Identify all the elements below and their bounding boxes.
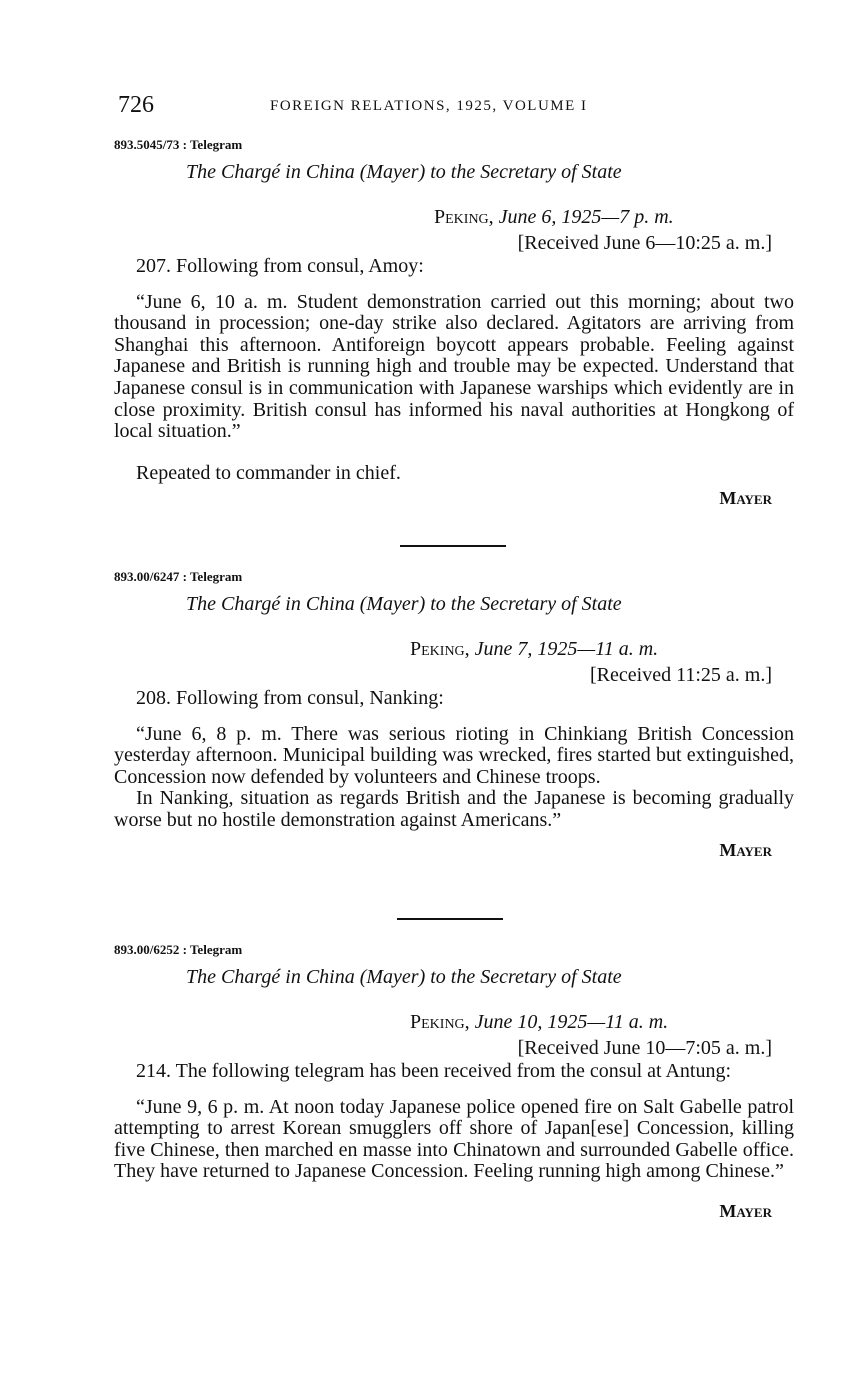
telegram-quote-continued: In Nanking, situation as regards British and the Japanese is becoming gradually worse but no hostile demonstration against Americans.” [114, 787, 794, 831]
received-note: [Received June 10—7:05 a. m.] [517, 1037, 772, 1059]
file-reference: 893.5045/73 : Telegram [114, 137, 243, 152]
dateline-date: June 6, 1925—7 p. m. [498, 206, 674, 228]
file-reference: 893.00/6252 : Telegram [114, 942, 243, 957]
dateline [410, 636, 794, 662]
running-head: FOREIGN RELATIONS, 1925, VOLUME I [270, 98, 588, 114]
dateline-place: Peking, [434, 206, 494, 228]
page-header [118, 92, 818, 122]
telegram-intro: 207. Following from consul, Amoy: [136, 255, 424, 277]
dateline-date: June 7, 1925—11 a. m. [474, 638, 659, 660]
dateline-date: June 10, 1925—11 a. m. [474, 1011, 669, 1033]
telegram-intro: 208. Following from consul, Nanking: [136, 687, 444, 709]
telegram-intro: 214. The following telegram has been received from the consul at Antung: [136, 1060, 732, 1082]
dateline [410, 1009, 794, 1035]
document-title: The Chargé in China (Mayer) to the Secretary of State [186, 161, 622, 183]
document-title: The Chargé in China (Mayer) to the Secretary of State [186, 593, 622, 615]
received-note: [Received 11:25 a. m.] [590, 664, 772, 686]
telegram-214 [114, 942, 794, 1222]
telegram-208 [114, 569, 794, 861]
dateline-place: Peking, [410, 638, 470, 660]
signature: Mayer [719, 839, 772, 860]
dateline [434, 204, 794, 230]
page-number: 726 [118, 92, 154, 118]
document-title: The Chargé in China (Mayer) to the Secretary of State [186, 966, 622, 988]
received-note: [Received June 6—10:25 a. m.] [517, 232, 772, 254]
telegram-quote: “June 6, 8 p. m. There was serious rioting in Chinkiang British Concession yesterday afternoon. Municipal building was wrecked, fires started but extinguished, Concession now defended by volunteers and Chinese troops. [114, 722, 794, 788]
telegram-quote: “June 6, 10 a. m. Student demonstration carried out this morning; about two thousand in procession; one-day strike also declared. Agitators are arriving from Shanghai this afternoon. Antiforeign boycott appears probable. Feeling against Japanese and British is running high and trouble may be expected. Understand that Japanese consul is in communication with Japanese warships which evidently are in close proximity. British consul has informed his naval authorities at Hongkong of local situation.” [114, 290, 794, 443]
telegram-207 [114, 137, 794, 509]
dateline-place: Peking, [410, 1011, 470, 1033]
signature: Mayer [719, 488, 772, 509]
telegram-quote: “June 9, 6 p. m. At noon today Japanese police opened fire on Salt Gabelle patrol attempting to arrest Korean smugglers off shore of Japan[ese] Concession, killing five Chinese, then marched en masse into Chinatown and surrounded Gabelle office. They have returned to Japanese Concession. Feeling running high among Chinese.” [114, 1095, 794, 1183]
section-divider [400, 545, 506, 547]
file-reference: 893.00/6247 : Telegram [114, 569, 243, 584]
section-divider [397, 918, 503, 920]
telegram-note: Repeated to commander in chief. [136, 461, 401, 484]
signature: Mayer [719, 1200, 772, 1221]
